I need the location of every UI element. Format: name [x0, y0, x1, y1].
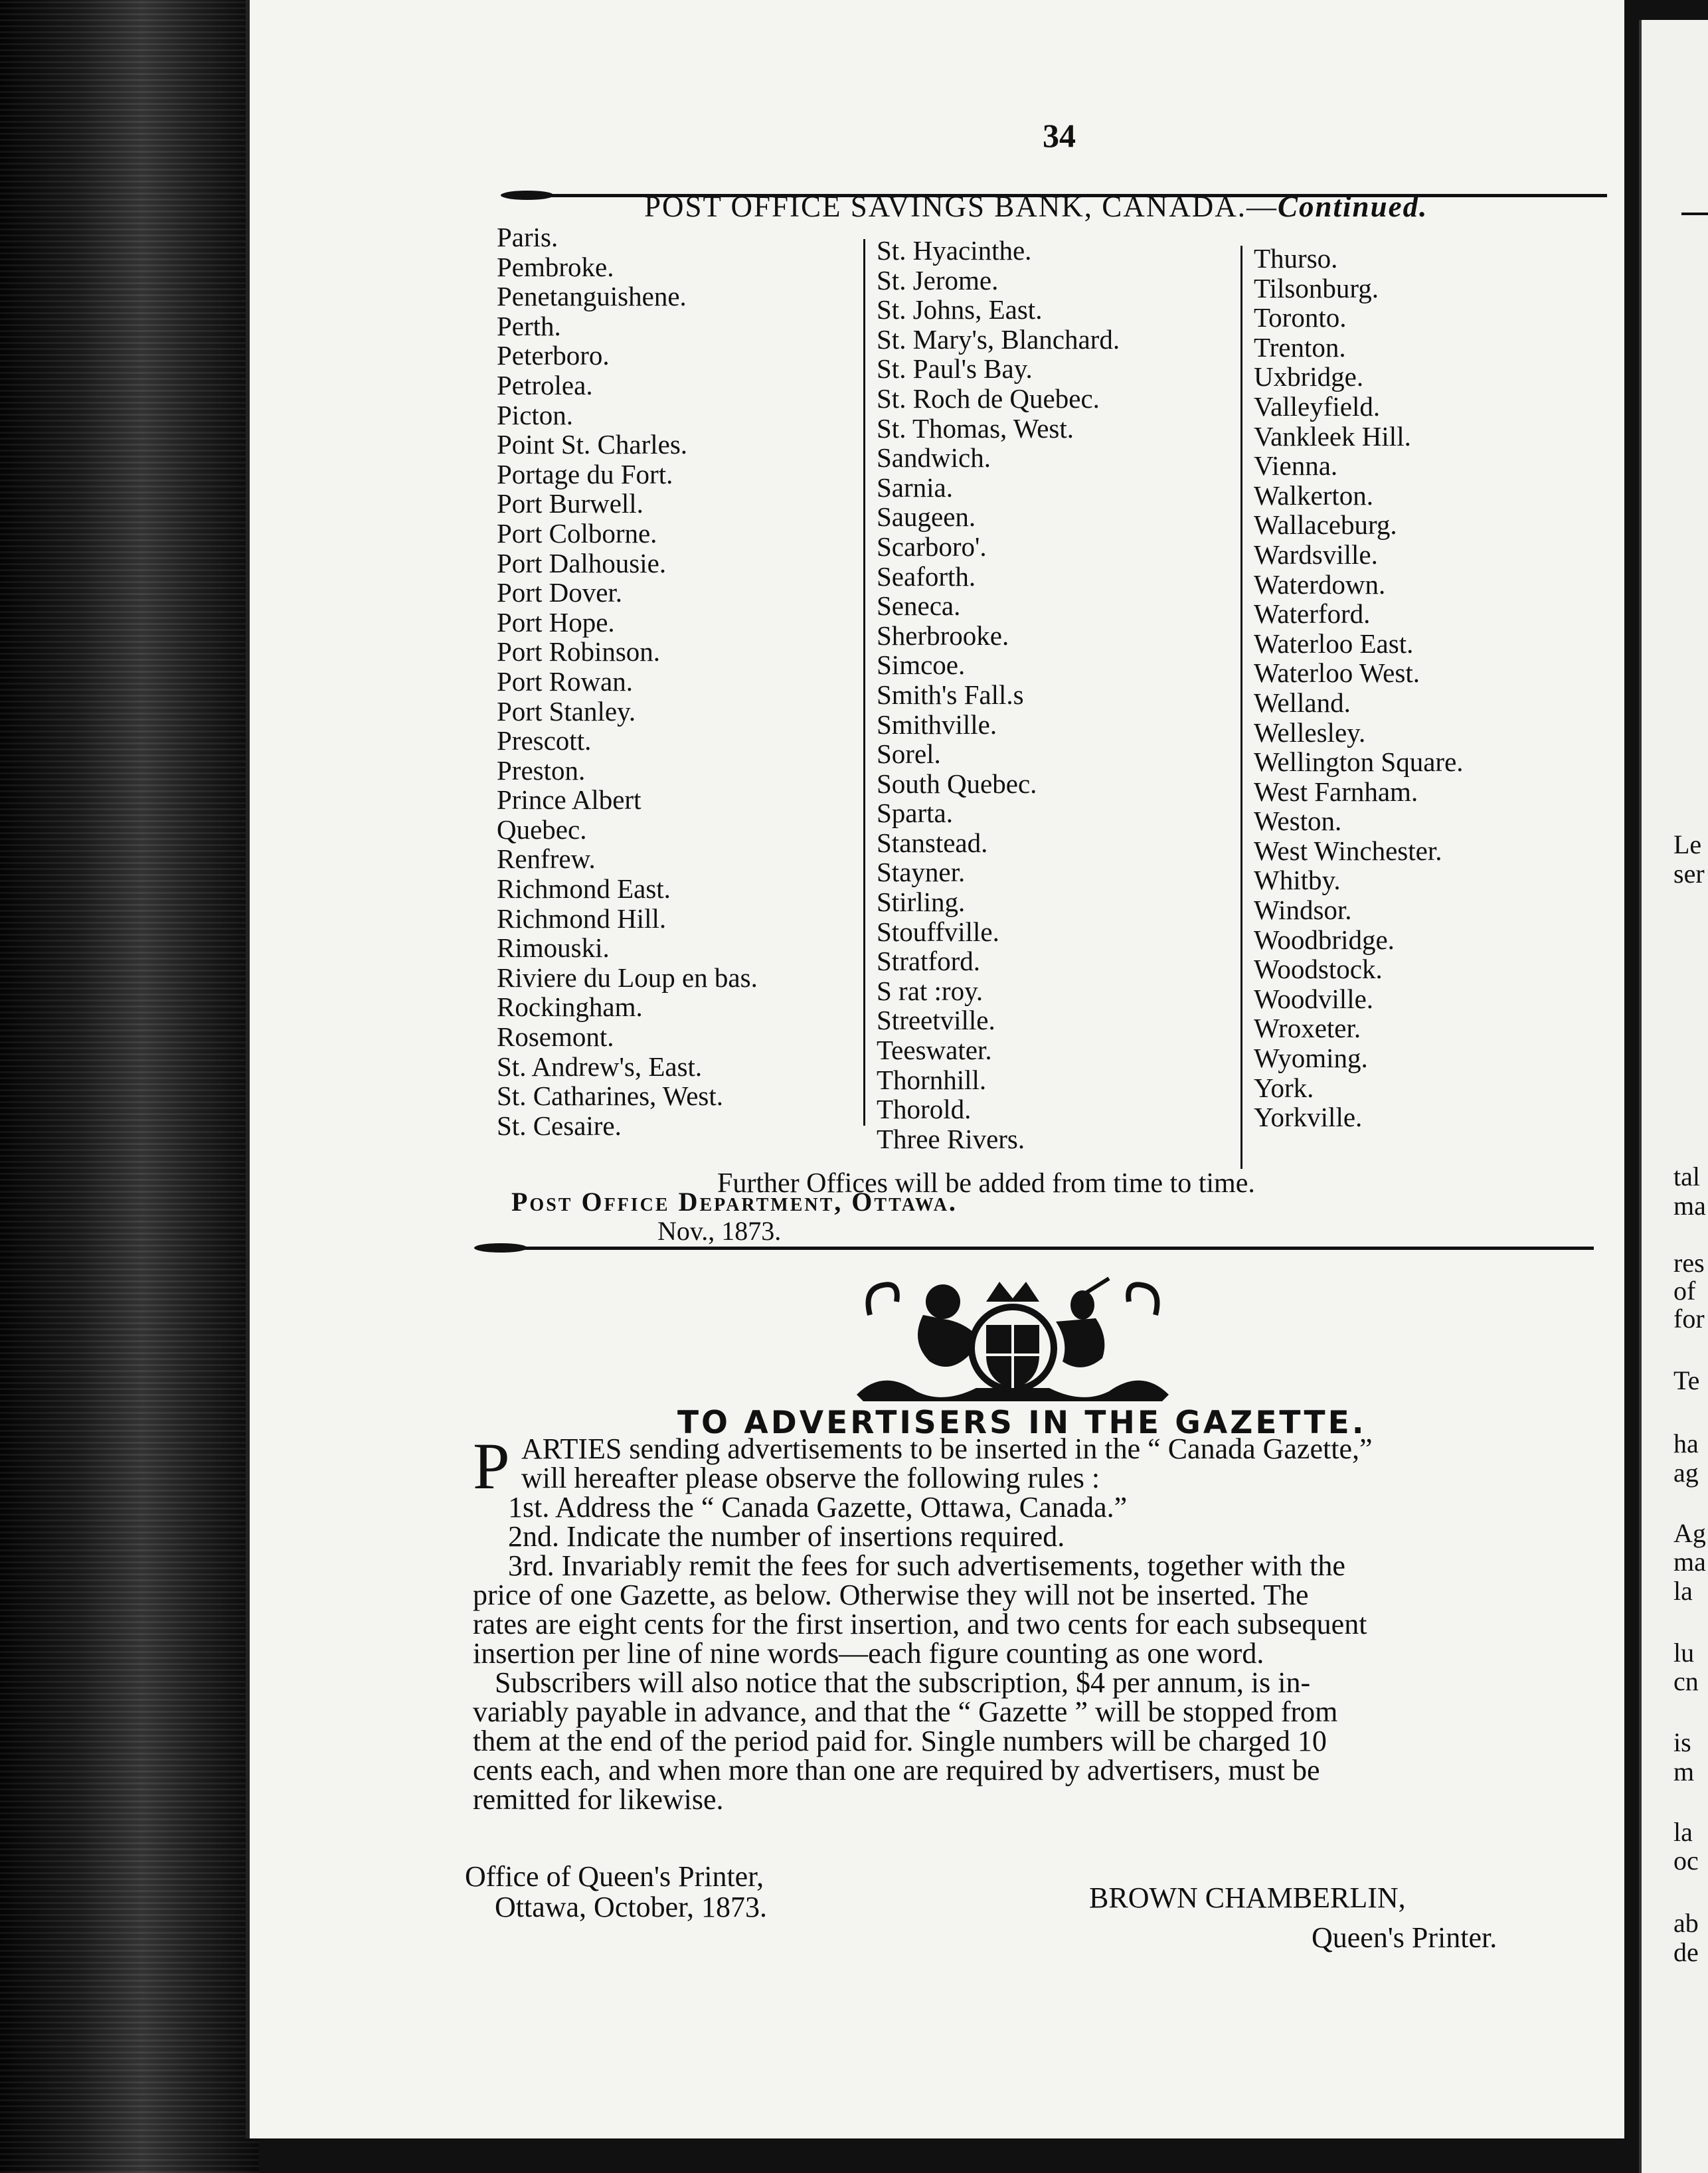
- advert-line: cents each, and when more than one are required by advertisers, must be: [473, 1754, 1320, 1786]
- office-name: Port Hope.: [497, 606, 615, 638]
- advertisers-title: TO ADVERTISERS IN THE GAZETTE.: [677, 1405, 1367, 1441]
- signatory-title: Queen's Printer.: [1312, 1921, 1497, 1954]
- office-name: Three Rivers.: [877, 1123, 1025, 1154]
- page-number: 34: [1043, 117, 1076, 154]
- office-name: Port Dover.: [497, 577, 623, 608]
- office-name: Sarnia.: [877, 472, 953, 503]
- office-name: St. Thomas, West.: [877, 412, 1074, 444]
- adjacent-text: Ag: [1673, 1518, 1706, 1548]
- advert-line: insertion per line of nine words—each figure counting as one word.: [473, 1637, 1264, 1670]
- office-name: Seneca.: [877, 590, 961, 622]
- office-name: Trenton.: [1254, 331, 1346, 363]
- office-name: S rat :roy.: [877, 975, 983, 1006]
- royal-coat-of-arms-icon: [843, 1275, 1182, 1408]
- office-name: Rockingham.: [497, 992, 643, 1023]
- office-name: Seaforth.: [877, 561, 976, 592]
- office-name: Wroxeter.: [1254, 1013, 1361, 1044]
- adjacent-text: Te: [1673, 1365, 1700, 1395]
- office-column-1: [497, 222, 758, 1140]
- advert-line: price of one Gazette, as below. Otherwise they will not be inserted. The: [473, 1579, 1309, 1611]
- office-name: Scarboro'.: [877, 531, 987, 562]
- advert-line: 3rd. Invariably remit the fees for such advertisements, together with the: [508, 1549, 1345, 1582]
- office-name: St. Paul's Bay.: [877, 353, 1033, 385]
- adjacent-text: oc: [1673, 1846, 1699, 1875]
- office-name: Sherbrooke.: [877, 620, 1009, 651]
- office-name: Waterloo West.: [1254, 657, 1420, 689]
- office-name: Woodbridge.: [1254, 924, 1395, 955]
- office-name: Uxbridge.: [1254, 361, 1364, 392]
- office-name: Port Rowan.: [497, 665, 633, 697]
- adjacent-text: la: [1673, 1817, 1693, 1847]
- adjacent-text: Le: [1673, 829, 1702, 859]
- adjacent-text: for: [1673, 1304, 1705, 1334]
- department-date: Nov., 1873.: [657, 1216, 782, 1246]
- office-name: St. Andrew's, East.: [497, 1051, 703, 1082]
- office-name: Riviere du Loup en bas.: [497, 962, 758, 993]
- signatory-name: BROWN CHAMBERLIN,: [1089, 1881, 1406, 1914]
- office-line: Office of Queen's Printer,: [465, 1860, 764, 1893]
- office-name: Saugeen.: [877, 501, 976, 533]
- office-name: Walkerton.: [1254, 479, 1373, 511]
- office-name: Valleyfield.: [1254, 391, 1381, 422]
- office-name: Tilsonburg.: [1254, 272, 1379, 304]
- office-name: Richmond Hill.: [497, 903, 667, 934]
- office-name: Teeswater.: [877, 1035, 992, 1066]
- office-name: Woodville.: [1254, 983, 1374, 1014]
- office-name: Port Stanley.: [497, 695, 636, 727]
- office-name: St. Cesaire.: [497, 1110, 622, 1141]
- adjacent-text: res: [1673, 1248, 1705, 1278]
- advert-line: ARTIES sending advertisements to be inserted in the “ Canada Gazette,”: [521, 1433, 1373, 1465]
- office-name: Thurso.: [1254, 243, 1338, 274]
- office-name: Wellington Square.: [1254, 746, 1464, 778]
- heading-main: POST OFFICE SAVINGS BANK, CANADA.—: [644, 190, 1278, 223]
- office-name: York.: [1254, 1072, 1314, 1103]
- office-name: Renfrew.: [497, 843, 596, 875]
- office-name: Smithville.: [877, 709, 997, 740]
- adjacent-text: lu: [1673, 1638, 1695, 1668]
- adjacent-text: m: [1673, 1757, 1695, 1786]
- adjacent-text: la: [1673, 1576, 1693, 1606]
- department-signature: Post Office Department, Ottawa.: [511, 1187, 958, 1217]
- office-name: Weston.: [1254, 806, 1342, 837]
- office-name: Woodstock.: [1254, 954, 1383, 985]
- office-name: Wardsville.: [1254, 539, 1378, 570]
- office-name: Wellesley.: [1254, 717, 1366, 748]
- advert-line: them at the end of the period paid for. Single numbers will be charged 10: [473, 1725, 1327, 1757]
- adjacent-text: tal: [1673, 1162, 1700, 1191]
- office-name: Yorkville.: [1254, 1102, 1363, 1133]
- adjacent-page-edge: [1639, 20, 1708, 2173]
- office-name: Waterdown.: [1254, 568, 1386, 600]
- office-name: Sparta.: [877, 798, 953, 829]
- office-name: Sandwich.: [877, 442, 991, 474]
- adjacent-page-rule: [1681, 213, 1708, 215]
- book-spine: [0, 0, 259, 2173]
- office-name: Smith's Fall.s: [877, 679, 1024, 710]
- advert-line: 1st. Address the “ Canada Gazette, Ottawa, Canada.”: [508, 1491, 1128, 1523]
- adjacent-text: ser: [1673, 859, 1705, 889]
- office-name: Wallaceburg.: [1254, 509, 1397, 541]
- office-name: Port Colborne.: [497, 517, 657, 549]
- office-name: Port Burwell.: [497, 488, 643, 519]
- office-name: Paris.: [497, 222, 558, 252]
- office-name: St. Johns, East.: [877, 294, 1043, 325]
- adjacent-text: de: [1673, 1937, 1699, 1967]
- office-name: Port Robinson.: [497, 636, 661, 667]
- further-offices-note: Further Offices will be added from time to time.: [717, 1168, 1255, 1199]
- office-name: St. Mary's, Blanchard.: [877, 323, 1120, 355]
- column-divider: [1240, 246, 1242, 1169]
- office-name: Penetanguishene.: [497, 281, 687, 312]
- office-column-2: [877, 236, 1120, 1154]
- office-name: Windsor.: [1254, 895, 1352, 926]
- advert-line: 2nd. Indicate the number of insertions required.: [508, 1520, 1065, 1553]
- office-name: Port Dalhousie.: [497, 547, 667, 578]
- office-name: West Winchester.: [1254, 835, 1442, 866]
- adjacent-text: ag: [1673, 1458, 1699, 1488]
- office-name: Preston.: [497, 754, 586, 786]
- office-column-3: [1254, 244, 1464, 1132]
- office-name: Stouffville.: [877, 916, 999, 947]
- advert-line: will hereafter please observe the following rules :: [521, 1462, 1100, 1494]
- column-divider: [863, 239, 865, 1126]
- adjacent-text: ma: [1673, 1191, 1706, 1221]
- office-name: Vienna.: [1254, 450, 1338, 481]
- office-name: Thorold.: [877, 1094, 972, 1125]
- office-date: Ottawa, October, 1873.: [495, 1891, 768, 1923]
- office-name: Wyoming.: [1254, 1043, 1368, 1074]
- office-name: South Quebec.: [877, 768, 1037, 799]
- office-name: St. Catharines, West.: [497, 1081, 723, 1112]
- advert-line: variably payable in advance, and that the “ Gazette ” will be stopped from: [473, 1695, 1338, 1728]
- adjacent-text: of: [1673, 1276, 1696, 1306]
- office-name: Thornhill.: [877, 1064, 987, 1095]
- office-name: Quebec.: [497, 814, 587, 845]
- office-name: St. Roch de Quebec.: [877, 383, 1100, 414]
- drop-cap: P: [473, 1429, 510, 1503]
- adjacent-text: ab: [1673, 1908, 1699, 1938]
- office-name: Vankleek Hill.: [1254, 420, 1411, 452]
- office-name: Stirling.: [877, 887, 966, 918]
- office-name: Stayner.: [877, 857, 966, 888]
- office-name: Petrolea.: [497, 369, 593, 400]
- advert-line: Subscribers will also notice that the subscription, $4 per annum, is in-: [495, 1666, 1311, 1699]
- office-name: St. Jerome.: [877, 264, 999, 296]
- office-name: Streetville.: [877, 1005, 995, 1036]
- office-name: St. Hyacinthe.: [877, 235, 1032, 266]
- office-name: Pembroke.: [497, 251, 614, 282]
- office-name: Stanstead.: [877, 827, 988, 858]
- office-name: West Farnham.: [1254, 776, 1418, 807]
- office-name: Point St. Charles.: [497, 429, 688, 460]
- adjacent-text: ma: [1673, 1547, 1706, 1577]
- office-name: Stratford.: [877, 946, 980, 977]
- office-name: Peterboro.: [497, 340, 610, 371]
- office-name: Simcoe.: [877, 650, 966, 681]
- office-name: Rosemont.: [497, 1021, 614, 1053]
- adjacent-text: cn: [1673, 1666, 1699, 1696]
- advert-line: rates are eight cents for the first insertion, and two cents for each subsequent: [473, 1608, 1367, 1640]
- office-name: Perth.: [497, 310, 561, 341]
- savings-bank-heading: [644, 189, 1428, 224]
- office-name: Waterford.: [1254, 598, 1371, 630]
- office-name: Whitby.: [1254, 865, 1341, 896]
- office-name: Richmond East.: [497, 873, 671, 905]
- office-name: Waterloo East.: [1254, 628, 1414, 659]
- advert-line: remitted for likewise.: [473, 1783, 724, 1816]
- office-name: Rimouski.: [497, 932, 610, 964]
- section-rule: [478, 1247, 1594, 1250]
- office-name: Sorel.: [877, 739, 941, 770]
- heading-continued: Continued.: [1278, 190, 1428, 223]
- office-name: Prescott.: [497, 725, 592, 756]
- office-name: Welland.: [1254, 687, 1351, 718]
- adjacent-text: ha: [1673, 1429, 1699, 1458]
- adjacent-text: is: [1673, 1727, 1691, 1757]
- office-name: Prince Albert: [497, 784, 641, 816]
- office-name: Picton.: [497, 399, 574, 430]
- office-name: Toronto.: [1254, 302, 1347, 333]
- office-name: Portage du Fort.: [497, 458, 673, 489]
